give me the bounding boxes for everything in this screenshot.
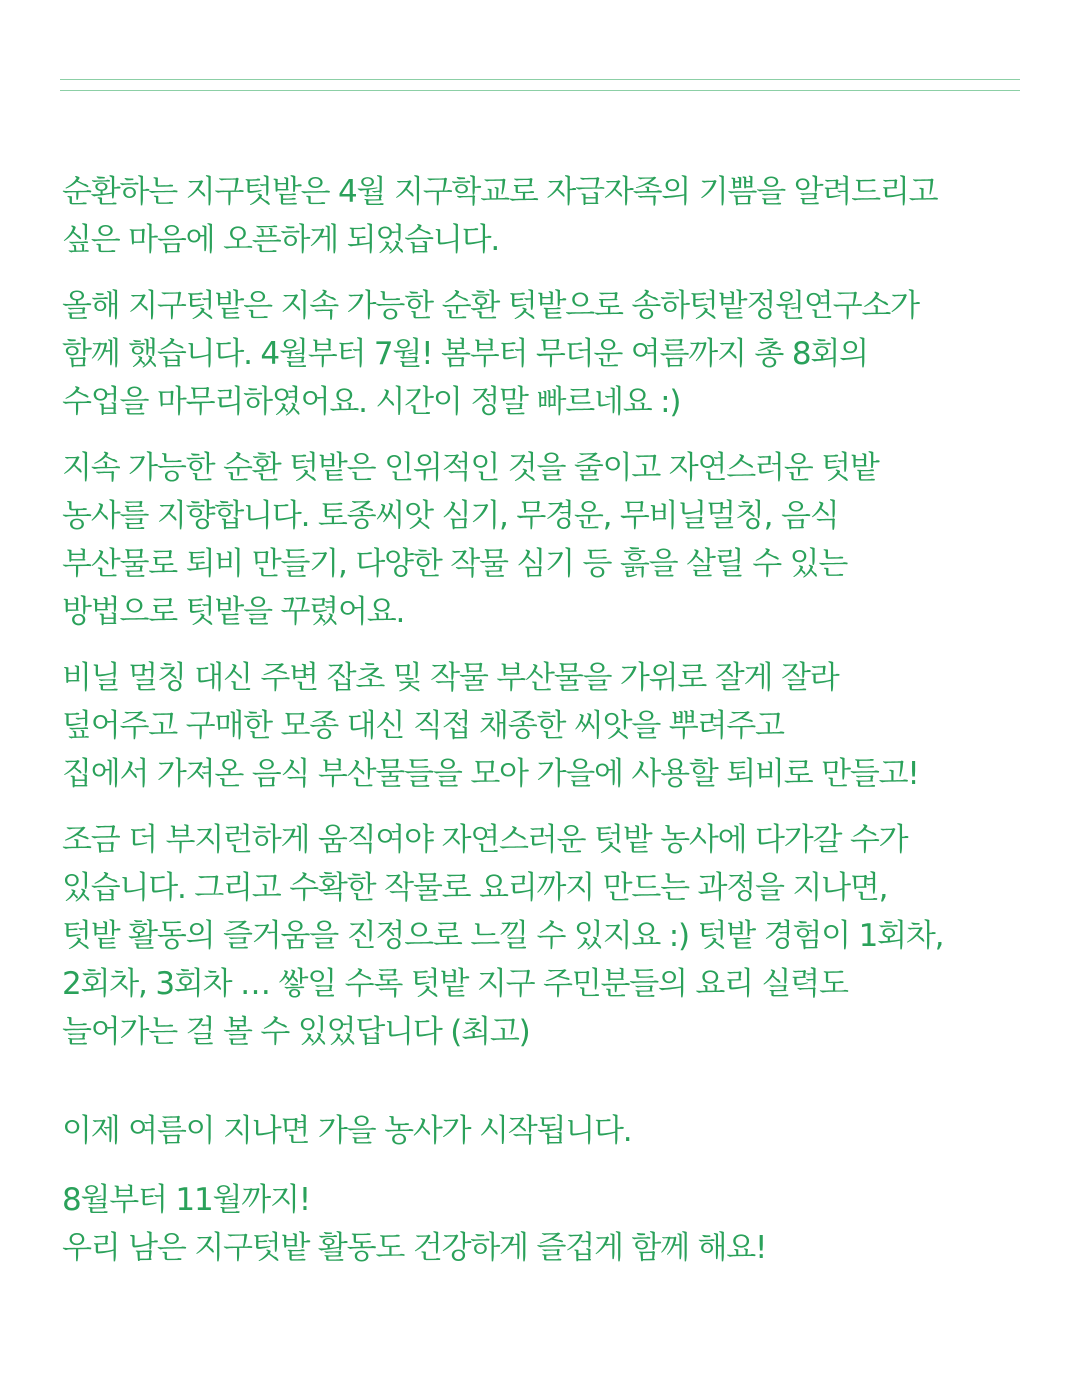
text-line: 함께 했습니다. 4월부터 7월! 봄부터 무더운 여름까지 총 8회의 (62, 336, 868, 372)
paragraph-cooking (62, 816, 1052, 1056)
text-line: 이제 여름이 지나면 가을 농사가 시작됩니다. (62, 1113, 632, 1149)
text-line: 비닐 멀칭 대신 주변 잡초 및 작물 부산물을 가위로 잘게 잘라 (62, 660, 839, 696)
paragraph-closing (62, 1176, 1052, 1272)
text-line: 텃밭 활동의 즐거움을 진정으로 느낄 수 있지요 :) 텃밭 경험이 1회차, (62, 918, 944, 954)
article-body (62, 168, 1052, 1272)
text-line: 늘어가는 걸 볼 수 있었답니다 (최고) (62, 1014, 530, 1050)
text-line: 싶은 마음에 오픈하게 되었습니다. (62, 222, 500, 258)
text-line: 덮어주고 구매한 모종 대신 직접 채종한 씨앗을 뿌려주고 (62, 708, 784, 744)
text-line: 집에서 가져온 음식 부산물들을 모아 가을에 사용할 퇴비로 만들고! (62, 756, 919, 792)
top-divider-line (60, 79, 1020, 80)
text-line: 있습니다. 그리고 수확한 작물로 요리까지 만드는 과정을 지나면, (62, 870, 888, 906)
text-line: 8월부터 11월까지! (62, 1182, 310, 1218)
paragraph-sustainable-farming (62, 444, 1052, 636)
text-line: 수업을 마무리하였어요. 시간이 정말 빠르네요 :) (62, 384, 681, 420)
paragraph-autumn (62, 1107, 1052, 1155)
text-line: 조금 더 부지런하게 움직여야 자연스러운 텃밭 농사에 다가갈 수가 (62, 822, 908, 858)
paragraph-partnership (62, 282, 1052, 426)
text-line: 방법으로 텃밭을 꾸렸어요. (62, 594, 405, 630)
text-line: 우리 남은 지구텃밭 활동도 건강하게 즐겁게 함께 해요! (62, 1230, 767, 1266)
text-line: 농사를 지향합니다. 토종씨앗 심기, 무경운, 무비닐멀칭, 음식 (62, 498, 839, 534)
paragraph-intro (62, 168, 1052, 264)
text-line: 올해 지구텃밭은 지속 가능한 순환 텃밭으로 송하텃밭정원연구소가 (62, 288, 919, 324)
text-line: 부산물로 퇴비 만들기, 다양한 작물 심기 등 흙을 살릴 수 있는 (62, 546, 848, 582)
text-line: 2회차, 3회차 … 쌓일 수록 텃밭 지구 주민분들의 요리 실력도 (62, 966, 848, 1002)
text-line: 순환하는 지구텃밭은 4월 지구학교로 자급자족의 기쁨을 알려드리고 (62, 174, 938, 210)
paragraph-mulching (62, 654, 1052, 798)
top-divider-line-secondary (60, 90, 1020, 91)
text-line: 지속 가능한 순환 텃밭은 인위적인 것을 줄이고 자연스러운 텃밭 (62, 450, 879, 486)
